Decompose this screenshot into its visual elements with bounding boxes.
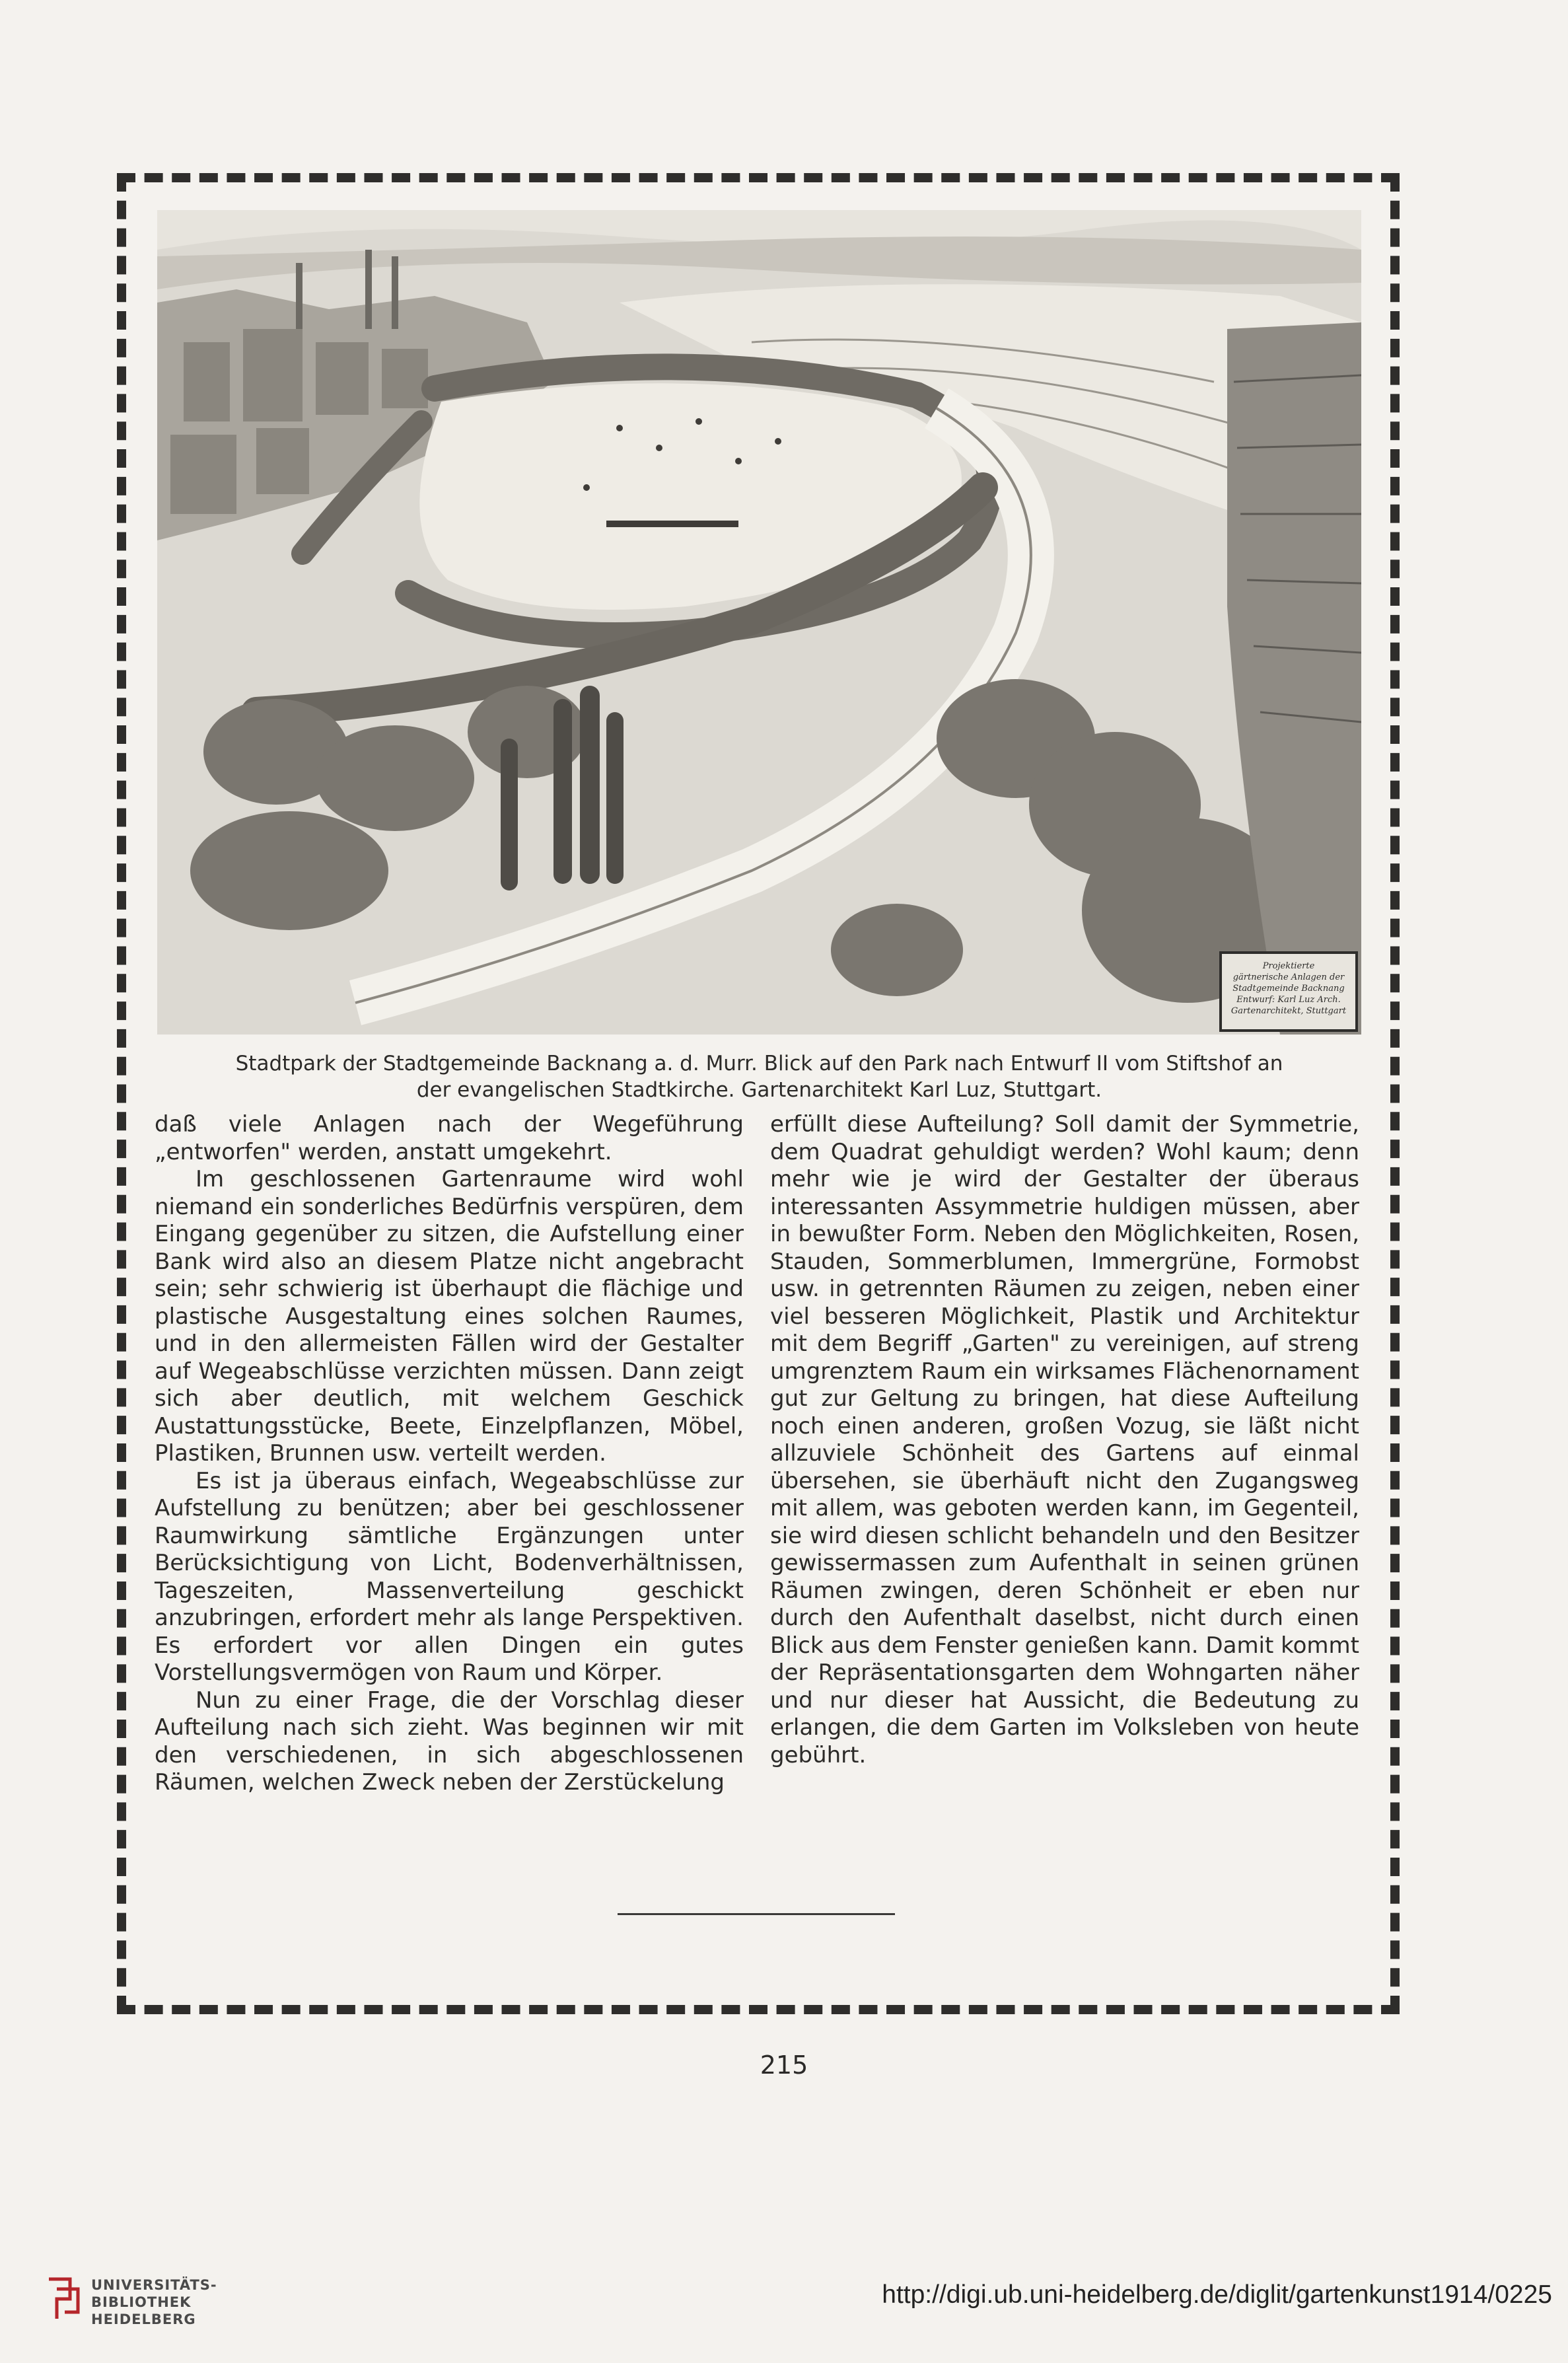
paragraph: daß viele Anlagen nach der Wegeführung „entworfen" werden, anstatt umgekehrt. bbox=[155, 1111, 744, 1165]
source-url[interactable]: http://digi.ub.uni-heidelberg.de/diglit/gartenkunst1914/0225 bbox=[882, 2280, 1552, 2309]
plate-label-line: Stadtgemeinde Backnang bbox=[1232, 984, 1345, 994]
park-illustration bbox=[157, 210, 1361, 1035]
caption-line-1: Stadtpark der Stadtgemeinde Backnang a. d. Murr. Blick auf den Park nach Entwurf II vom Stiftshof an bbox=[235, 1052, 1283, 1075]
library-name-line: BIBLIOTHEK bbox=[91, 2294, 192, 2310]
plate-label-line: Gartenarchitekt, Stuttgart bbox=[1230, 1006, 1347, 1016]
caption-line-2: der evangelischen Stadtkirche. Gartenarchitekt Karl Luz, Stuttgart. bbox=[416, 1078, 1102, 1102]
paragraph: erfüllt diese Aufteilung? Soll damit der Symmetrie, dem Quadrat gehuldigt werden? Wohl kaum; denn mehr wie je wird der Gestalter der überaus interessanten Assymmetrie huldigen müssen, aber in bewußter Form. Neben den Möglichkeiten, Rosen, Stauden, Sommerblumen, Immergrüne, Formobst usw. in getrennten Räumen zu zeigen, neben einer viel besseren Möglichkeit, Plastik und Architektur mit dem Begriff „Garten" zu vereinigen, auf streng umgrenztem Raum ein wirksames Flächenornament gut zur Geltung zu bringen, hat diese Aufteilung noch einen anderen, großen Vozug, sie läßt nicht allzuviele Schönheit des Gartens auf einmal übersehen, sie überhäuft nicht den Zugangsweg mit allem, was geboten werden kann, im Gegenteil, sie wird diesen schlicht behandeln und den Besitzer gewissermassen zum Aufenthalt in seinen grünen Räumen zwingen, deren Schönheit er eben nur durch den Aufenthalt daselbst, nicht durch einen Blick aus dem Fenster genießen kann. Damit kommt der Repräsentationsgarten dem Wohngarten näher und nur dieser hat Aussicht, die Bedeutung zu erlangen, die dem Garten im Volksleben von heute gebührt. bbox=[770, 1111, 1359, 1768]
plate-label bbox=[1219, 951, 1358, 1032]
paragraph: Es ist ja überaus einfach, Wegeabschlüsse zur Aufstellung zu benützen; aber bei geschlossener Raumwirkung sämtliche Ergänzungen unter Berücksichtigung von Licht, Bodenverhältnissen, Tageszeiten, Massenverteilung geschickt anzubringen, erfordert mehr als lange Perspektiven. Es erfordert vor allen Dingen ein gutes Vorstellungsvermögen von Raum und Körper. bbox=[155, 1467, 744, 1686]
section-rule bbox=[618, 1913, 895, 1915]
library-logo-icon bbox=[44, 2272, 83, 2325]
library-name-line: HEIDELBERG bbox=[91, 2311, 196, 2327]
library-name bbox=[91, 2276, 217, 2328]
plate-label-line: gärtnerische Anlagen der bbox=[1232, 972, 1345, 982]
paragraph: Nun zu einer Frage, die der Vorschlag dieser Aufteilung nach sich zieht. Was beginnen wir mit den verschiedenen, in sich abgeschlossenen Räumen, welchen Zweck neben der Zerstückelung bbox=[155, 1687, 744, 1796]
left-column bbox=[155, 1111, 744, 1797]
paragraph: Im geschlossenen Gartenraume wird wohl niemand ein sonderliches Bedürfnis verspüren, dem Eingang gegenüber zu sitzen, die Aufstellung einer Bank wird also an diesem Platze nicht angebracht sein; sehr schwierig ist überhaupt die flächige und plastische Ausgestaltung eines solchen Raumes, und in den allermeisten Fällen wird der Gestalter auf Wegeabschlüsse verzichten müssen. Dann zeigt sich aber deutlich, mit welchem Geschick Austattungsstücke, Beete, Einzelpflanzen, Möbel, Plastiken, Brunnen usw. verteilt werden. bbox=[155, 1166, 744, 1467]
page-number: 215 bbox=[760, 2051, 808, 2080]
plate-label-line: Entwurf: Karl Luz Arch. bbox=[1236, 995, 1341, 1005]
right-column bbox=[770, 1111, 1359, 1769]
plate-label-line: Projektierte bbox=[1262, 961, 1315, 971]
library-name-line: UNIVERSITÄTS- bbox=[91, 2277, 217, 2293]
figure-caption bbox=[157, 1050, 1361, 1103]
